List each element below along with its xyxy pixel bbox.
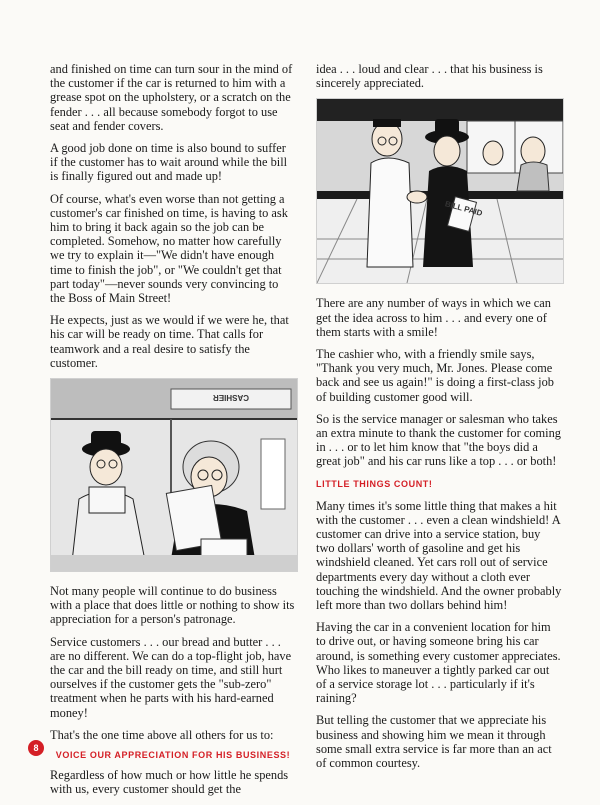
section-heading: VOICE OUR APPRECIATION FOR HIS BUSINESS!	[55, 750, 291, 761]
cashier-scene-image	[51, 379, 297, 571]
paragraph: Service customers . . . our bread and butter . . . are no different. We can do a top-flight job, have the car and the bill ready on time, and still hurt ourselves if the customer gets the "sub-zero" treatment when he parts with his hard-earned money!	[50, 634, 292, 720]
handshake-scene-image	[317, 99, 563, 283]
page-number: 8	[28, 740, 44, 756]
cashier-sign-text: CASHIER	[212, 393, 250, 403]
section-heading: LITTLE THINGS COUNT!	[316, 478, 433, 489]
paragraph: The cashier who, with a friendly smile says, "Thank you very much, Mr. Jones. Please come back and see us again!" is doing a first-class job of building customer good will.	[316, 347, 555, 404]
paragraph: Not many people will continue to do business with a place that does little or nothing to show its appreciation for a person's patronage.	[50, 584, 295, 627]
paragraph: and finished on time can turn sour in the mind of the customer if the car is returned to him with a grease spot on the upholstery, or a scratch on the fender . . . all because somebody forgot to use seat and fender covers.	[50, 62, 293, 133]
paragraph: That's the one time above all others for us to:	[50, 727, 274, 742]
paragraph: He expects, just as we would if we were he, that his car will be ready on time. That calls for teamwork and a real desire to satisfy the customer.	[50, 313, 289, 370]
paragraph: Of course, what's even worse than not getting a customer's car finished on time, is having to ask him to bring it back again so the job can be completed. Somehow, no matter how carefully we try to explain it—"We didn't have enough time to finish the job", or "We couldn't get that part today"—never sounds very convincing to the Boss of Main Street!	[50, 191, 288, 306]
paragraph: But telling the customer that we appreciate his business and showing him we mean it through some small extra service is far more than an act of common courtesy.	[316, 713, 552, 771]
handshake-illustration	[316, 98, 564, 284]
cashier-illustration	[50, 378, 298, 572]
paragraph: idea . . . loud and clear . . . that his business is sincerely appreciated.	[316, 62, 543, 91]
paragraph: Many times it's some little thing that makes a hit with the customer . . . even a clean windshield! A customer can drive into a service station, buy two dollars' worth of gasoline and get his windshield cleaned. Yet cars roll out of service departments every day without a cloth ever touching the windshield. And the owner probably left more than two dollars behind him!	[316, 498, 562, 613]
paragraph: There are any number of ways in which we can get the idea across to him . . . and every one of them starts with a smile!	[316, 296, 551, 339]
paragraph: Having the car in a convenient location for him to drive out, or having someone bring his car around, is something every customer appreciates. Who likes to maneuver a tightly parked car out of a service storage lot . . . particularly if it's raining?	[316, 620, 561, 706]
paragraph: So is the service manager or salesman who takes an extra minute to thank the customer for coming in . . . or to let him know that "the boys did a great job" and his car runs like a top . . . or both!	[316, 411, 561, 469]
left-column	[50, 62, 296, 805]
paragraph: A good job done on time is also bound to suffer if the customer has to wait around while the bill is finally figured out and made up!	[50, 141, 288, 184]
bill-paid-text: BILL PAID	[443, 199, 484, 219]
right-column	[316, 62, 562, 778]
paragraph: Regardless of how much or how little he spends with us, every customer should get the	[50, 768, 289, 797]
